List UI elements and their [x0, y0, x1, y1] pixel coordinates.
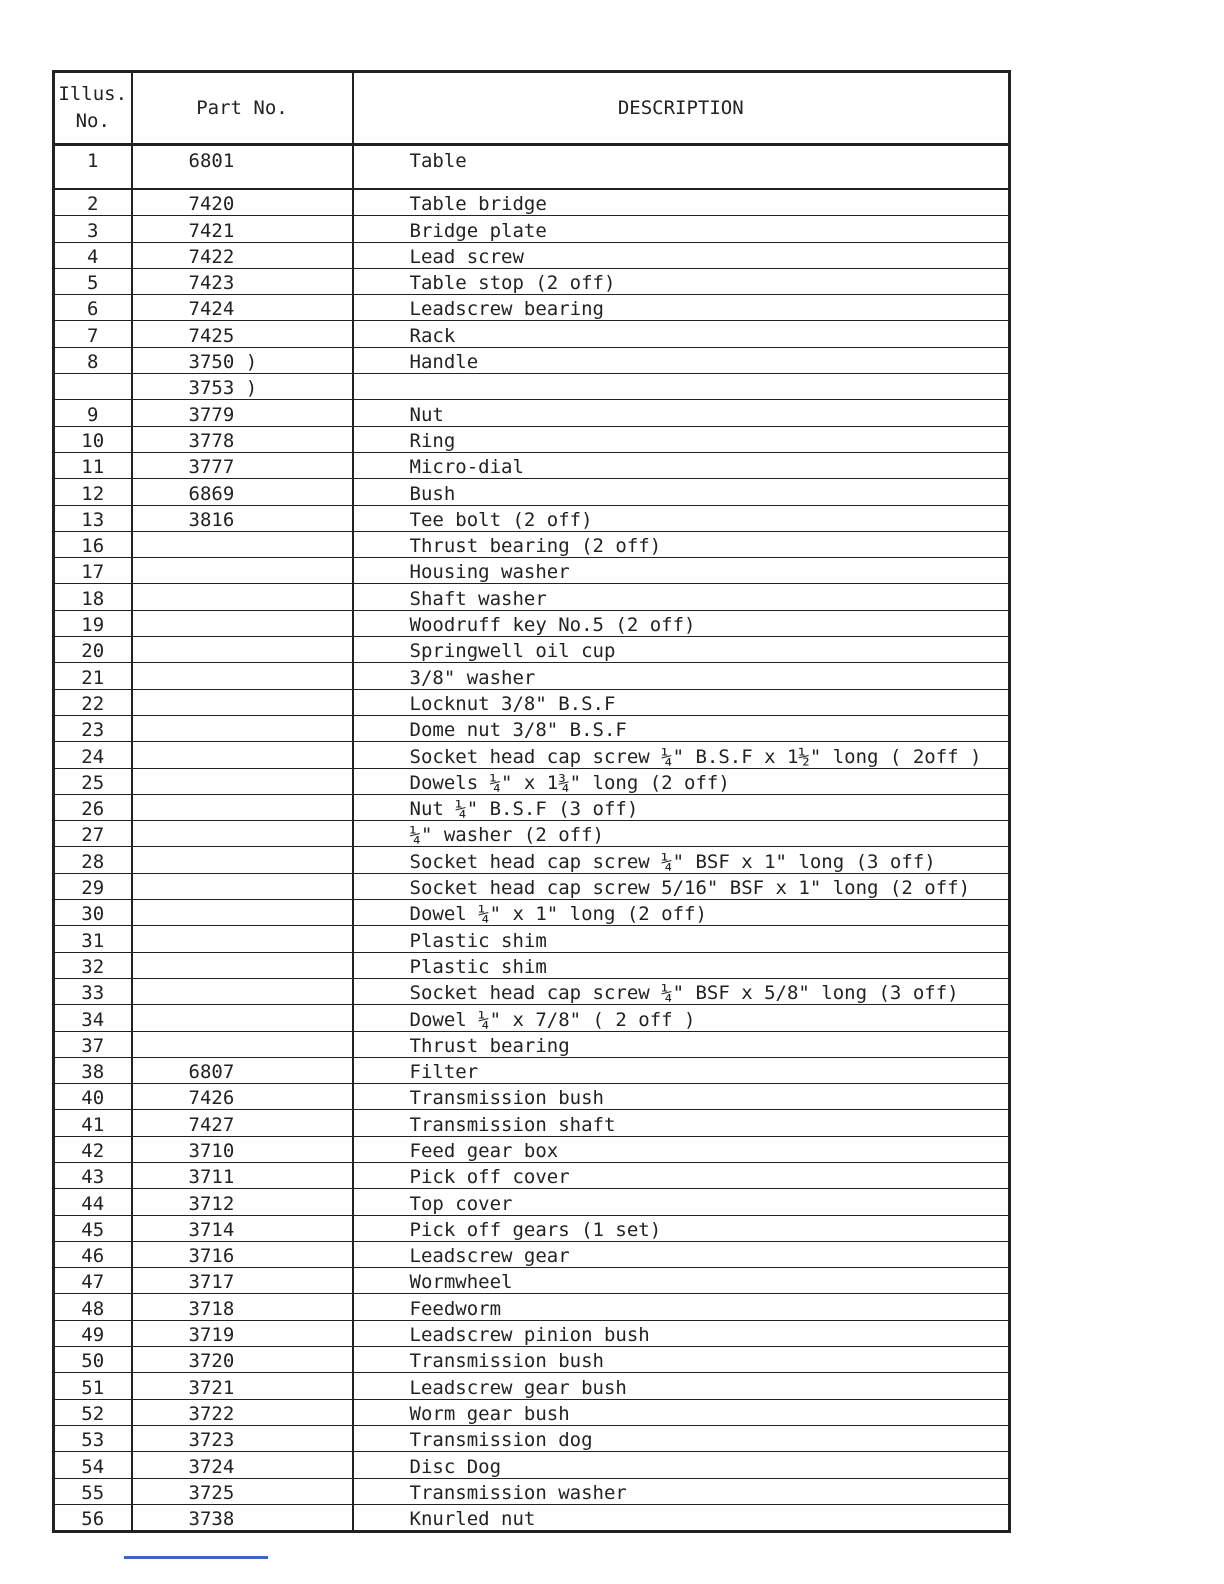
illus-cell: 1 — [54, 145, 132, 190]
part-no-cell — [132, 663, 353, 689]
illus-cell: 4 — [54, 242, 132, 268]
part-no-cell — [132, 794, 353, 820]
description-cell: ¼" washer (2 off) — [353, 821, 1010, 847]
table-row — [54, 1031, 1010, 1057]
table-row — [54, 1268, 1010, 1294]
illus-cell: 19 — [54, 610, 132, 636]
table-row — [54, 900, 1010, 926]
table-row — [54, 505, 1010, 531]
part-no-cell — [132, 558, 353, 584]
description-cell: Dowel ¼" x 1" long (2 off) — [353, 900, 1010, 926]
description-cell: Dome nut 3/8" B.S.F — [353, 715, 1010, 741]
part-no-cell: 3723 — [132, 1425, 353, 1451]
illus-cell: 34 — [54, 1005, 132, 1031]
illus-cell: 12 — [54, 479, 132, 505]
illus-cell: 55 — [54, 1478, 132, 1504]
part-no-cell — [132, 531, 353, 557]
illus-cell: 25 — [54, 768, 132, 794]
illus-cell: 46 — [54, 1241, 132, 1267]
table-row — [54, 821, 1010, 847]
table-row — [54, 1320, 1010, 1346]
description-cell: Bush — [353, 479, 1010, 505]
header-illus-no — [54, 72, 132, 145]
description-cell: Dowels ¼" x 1¾" long (2 off) — [353, 768, 1010, 794]
table-row — [54, 1241, 1010, 1267]
illus-cell: 52 — [54, 1399, 132, 1425]
description-cell: Disc Dog — [353, 1452, 1010, 1478]
part-no-cell: 7420 — [132, 189, 353, 216]
table-row — [54, 952, 1010, 978]
table-row — [54, 321, 1010, 347]
description-cell: Ring — [353, 426, 1010, 452]
part-no-cell: 6807 — [132, 1057, 353, 1083]
part-no-cell: 3710 — [132, 1136, 353, 1162]
illus-cell: 11 — [54, 452, 132, 478]
header-description: DESCRIPTION — [353, 72, 1010, 145]
illus-cell: 43 — [54, 1162, 132, 1188]
table-row — [54, 374, 1010, 400]
table-row — [54, 1057, 1010, 1083]
table-row — [54, 847, 1010, 873]
description-cell: Worm gear bush — [353, 1399, 1010, 1425]
description-cell: Dowel ¼" x 7/8" ( 2 off ) — [353, 1005, 1010, 1031]
part-no-cell: 3712 — [132, 1189, 353, 1215]
description-cell: Feedworm — [353, 1294, 1010, 1320]
illus-cell: 44 — [54, 1189, 132, 1215]
description-cell: Leadscrew gear — [353, 1241, 1010, 1267]
table-row — [54, 426, 1010, 452]
description-cell: Transmission bush — [353, 1347, 1010, 1373]
description-cell: Socket head cap screw ¼" BSF x 1" long (3 off) — [353, 847, 1010, 873]
table-row — [54, 268, 1010, 294]
table-row — [54, 689, 1010, 715]
table-row — [54, 558, 1010, 584]
part-no-cell — [132, 768, 353, 794]
illus-cell: 3 — [54, 216, 132, 242]
description-cell: Nut — [353, 400, 1010, 426]
illus-cell: 56 — [54, 1504, 132, 1531]
illus-cell: 54 — [54, 1452, 132, 1478]
description-cell: Transmission bush — [353, 1084, 1010, 1110]
table-row — [54, 1005, 1010, 1031]
description-cell: Knurled nut — [353, 1504, 1010, 1531]
description-cell: Thrust bearing — [353, 1031, 1010, 1057]
part-no-cell: 3778 — [132, 426, 353, 452]
part-no-cell — [132, 926, 353, 952]
illus-cell: 6 — [54, 295, 132, 321]
part-no-cell: 3714 — [132, 1215, 353, 1241]
illus-cell — [54, 374, 132, 400]
description-cell: Socket head cap screw ¼" BSF x 5/8" long (3 off) — [353, 978, 1010, 1004]
illus-cell: 47 — [54, 1268, 132, 1294]
description-cell: Woodruff key No.5 (2 off) — [353, 610, 1010, 636]
description-cell: Tee bolt (2 off) — [353, 505, 1010, 531]
part-no-cell: 7427 — [132, 1110, 353, 1136]
table-row — [54, 978, 1010, 1004]
table-row — [54, 1347, 1010, 1373]
description-cell: Transmission shaft — [353, 1110, 1010, 1136]
table-row — [54, 1399, 1010, 1425]
table-row — [54, 1504, 1010, 1531]
illus-cell: 5 — [54, 268, 132, 294]
blue-underline — [124, 1556, 268, 1559]
description-cell: Table bridge — [353, 189, 1010, 216]
description-cell: Handle — [353, 347, 1010, 373]
description-cell: Pick off gears (1 set) — [353, 1215, 1010, 1241]
description-cell: Table — [353, 145, 1010, 190]
table-row — [54, 347, 1010, 373]
table-row — [54, 452, 1010, 478]
description-cell: Leadscrew pinion bush — [353, 1320, 1010, 1346]
table-row — [54, 1110, 1010, 1136]
description-cell: Shaft washer — [353, 584, 1010, 610]
part-no-cell: 7423 — [132, 268, 353, 294]
description-cell: Pick off cover — [353, 1162, 1010, 1188]
illus-cell: 53 — [54, 1425, 132, 1451]
part-no-cell: 3816 — [132, 505, 353, 531]
part-no-cell: 3717 — [132, 1268, 353, 1294]
illus-cell: 49 — [54, 1320, 132, 1346]
part-no-cell — [132, 873, 353, 899]
description-cell: Filter — [353, 1057, 1010, 1083]
part-no-cell: 3711 — [132, 1162, 353, 1188]
part-no-cell — [132, 821, 353, 847]
table-row — [54, 400, 1010, 426]
table-row — [54, 663, 1010, 689]
table-header-row — [54, 72, 1010, 145]
description-cell — [353, 374, 1010, 400]
table-row — [54, 1162, 1010, 1188]
part-no-cell — [132, 610, 353, 636]
table-row — [54, 584, 1010, 610]
part-no-cell: 3725 — [132, 1478, 353, 1504]
part-no-cell — [132, 715, 353, 741]
description-cell: 3/8" washer — [353, 663, 1010, 689]
description-cell: Nut ¼" B.S.F (3 off) — [353, 794, 1010, 820]
part-no-cell: 7421 — [132, 216, 353, 242]
table-row — [54, 145, 1010, 190]
description-cell: Locknut 3/8" B.S.F — [353, 689, 1010, 715]
illus-cell: 27 — [54, 821, 132, 847]
illus-cell: 10 — [54, 426, 132, 452]
description-cell: Transmission washer — [353, 1478, 1010, 1504]
part-no-cell: 6869 — [132, 479, 353, 505]
illus-cell: 30 — [54, 900, 132, 926]
table-row — [54, 768, 1010, 794]
illus-cell: 51 — [54, 1373, 132, 1399]
part-no-cell — [132, 847, 353, 873]
illus-cell: 37 — [54, 1031, 132, 1057]
part-no-cell: 3753 ) — [132, 374, 353, 400]
part-no-cell: 7425 — [132, 321, 353, 347]
illus-cell: 48 — [54, 1294, 132, 1320]
table-row — [54, 1425, 1010, 1451]
illus-cell: 8 — [54, 347, 132, 373]
header-illus-line2: No. — [75, 110, 110, 132]
illus-cell: 21 — [54, 663, 132, 689]
description-cell: Bridge plate — [353, 216, 1010, 242]
illus-cell: 18 — [54, 584, 132, 610]
description-cell: Micro-dial — [353, 452, 1010, 478]
table-row — [54, 1373, 1010, 1399]
table-row — [54, 1215, 1010, 1241]
illus-cell: 32 — [54, 952, 132, 978]
description-cell: Top cover — [353, 1189, 1010, 1215]
table-row — [54, 873, 1010, 899]
description-cell: Transmission dog — [353, 1425, 1010, 1451]
part-no-cell: 3716 — [132, 1241, 353, 1267]
part-no-cell: 3719 — [132, 1320, 353, 1346]
illus-cell: 9 — [54, 400, 132, 426]
table-row — [54, 531, 1010, 557]
illus-cell: 45 — [54, 1215, 132, 1241]
description-cell: Lead screw — [353, 242, 1010, 268]
part-no-cell: 3777 — [132, 452, 353, 478]
description-cell: Rack — [353, 321, 1010, 347]
table-row — [54, 1084, 1010, 1110]
table-row — [54, 742, 1010, 768]
table-row — [54, 926, 1010, 952]
description-cell: Leadscrew gear bush — [353, 1373, 1010, 1399]
description-cell: Leadscrew bearing — [353, 295, 1010, 321]
description-cell: Plastic shim — [353, 926, 1010, 952]
table-row — [54, 715, 1010, 741]
table-row — [54, 242, 1010, 268]
part-no-cell — [132, 900, 353, 926]
part-no-cell: 3724 — [132, 1452, 353, 1478]
illus-cell: 38 — [54, 1057, 132, 1083]
header-part-no: Part No. — [132, 72, 353, 145]
illus-cell: 28 — [54, 847, 132, 873]
part-no-cell — [132, 584, 353, 610]
illus-cell: 50 — [54, 1347, 132, 1373]
illus-cell: 41 — [54, 1110, 132, 1136]
description-cell: Springwell oil cup — [353, 637, 1010, 663]
table-row — [54, 1136, 1010, 1162]
illus-cell: 42 — [54, 1136, 132, 1162]
table-row — [54, 216, 1010, 242]
table-row — [54, 1478, 1010, 1504]
illus-cell: 7 — [54, 321, 132, 347]
table-row — [54, 479, 1010, 505]
illus-cell: 17 — [54, 558, 132, 584]
part-no-cell: 3720 — [132, 1347, 353, 1373]
table-row — [54, 637, 1010, 663]
description-cell: Plastic shim — [353, 952, 1010, 978]
table-row — [54, 189, 1010, 216]
part-no-cell — [132, 689, 353, 715]
description-cell: Table stop (2 off) — [353, 268, 1010, 294]
table-row — [54, 794, 1010, 820]
table-row — [54, 1189, 1010, 1215]
part-no-cell: 3721 — [132, 1373, 353, 1399]
part-no-cell: 3738 — [132, 1504, 353, 1531]
description-cell: Wormwheel — [353, 1268, 1010, 1294]
table-row — [54, 610, 1010, 636]
description-cell: Socket head cap screw 5/16" BSF x 1" long (2 off) — [353, 873, 1010, 899]
description-cell: Socket head cap screw ¼" B.S.F x 1½" long ( 2off ) — [353, 742, 1010, 768]
table-row — [54, 1294, 1010, 1320]
part-no-cell — [132, 978, 353, 1004]
illus-cell: 13 — [54, 505, 132, 531]
illus-cell: 23 — [54, 715, 132, 741]
part-no-cell: 7424 — [132, 295, 353, 321]
part-no-cell — [132, 1031, 353, 1057]
description-cell: Housing washer — [353, 558, 1010, 584]
illus-cell: 40 — [54, 1084, 132, 1110]
illus-cell: 22 — [54, 689, 132, 715]
part-no-cell: 3718 — [132, 1294, 353, 1320]
part-no-cell — [132, 637, 353, 663]
part-no-cell: 6801 — [132, 145, 353, 190]
illus-cell: 24 — [54, 742, 132, 768]
description-cell: Feed gear box — [353, 1136, 1010, 1162]
description-cell: Thrust bearing (2 off) — [353, 531, 1010, 557]
illus-cell: 29 — [54, 873, 132, 899]
part-no-cell: 3722 — [132, 1399, 353, 1425]
part-no-cell: 3750 ) — [132, 347, 353, 373]
illus-cell: 2 — [54, 189, 132, 216]
parts-table — [52, 70, 1011, 1533]
part-no-cell: 3779 — [132, 400, 353, 426]
illus-cell: 33 — [54, 978, 132, 1004]
illus-cell: 20 — [54, 637, 132, 663]
part-no-cell: 7426 — [132, 1084, 353, 1110]
header-illus-line1: Illus. — [58, 83, 128, 105]
illus-cell: 26 — [54, 794, 132, 820]
table-row — [54, 295, 1010, 321]
part-no-cell — [132, 952, 353, 978]
part-no-cell: 7422 — [132, 242, 353, 268]
part-no-cell — [132, 1005, 353, 1031]
illus-cell: 16 — [54, 531, 132, 557]
table-row — [54, 1452, 1010, 1478]
part-no-cell — [132, 742, 353, 768]
illus-cell: 31 — [54, 926, 132, 952]
